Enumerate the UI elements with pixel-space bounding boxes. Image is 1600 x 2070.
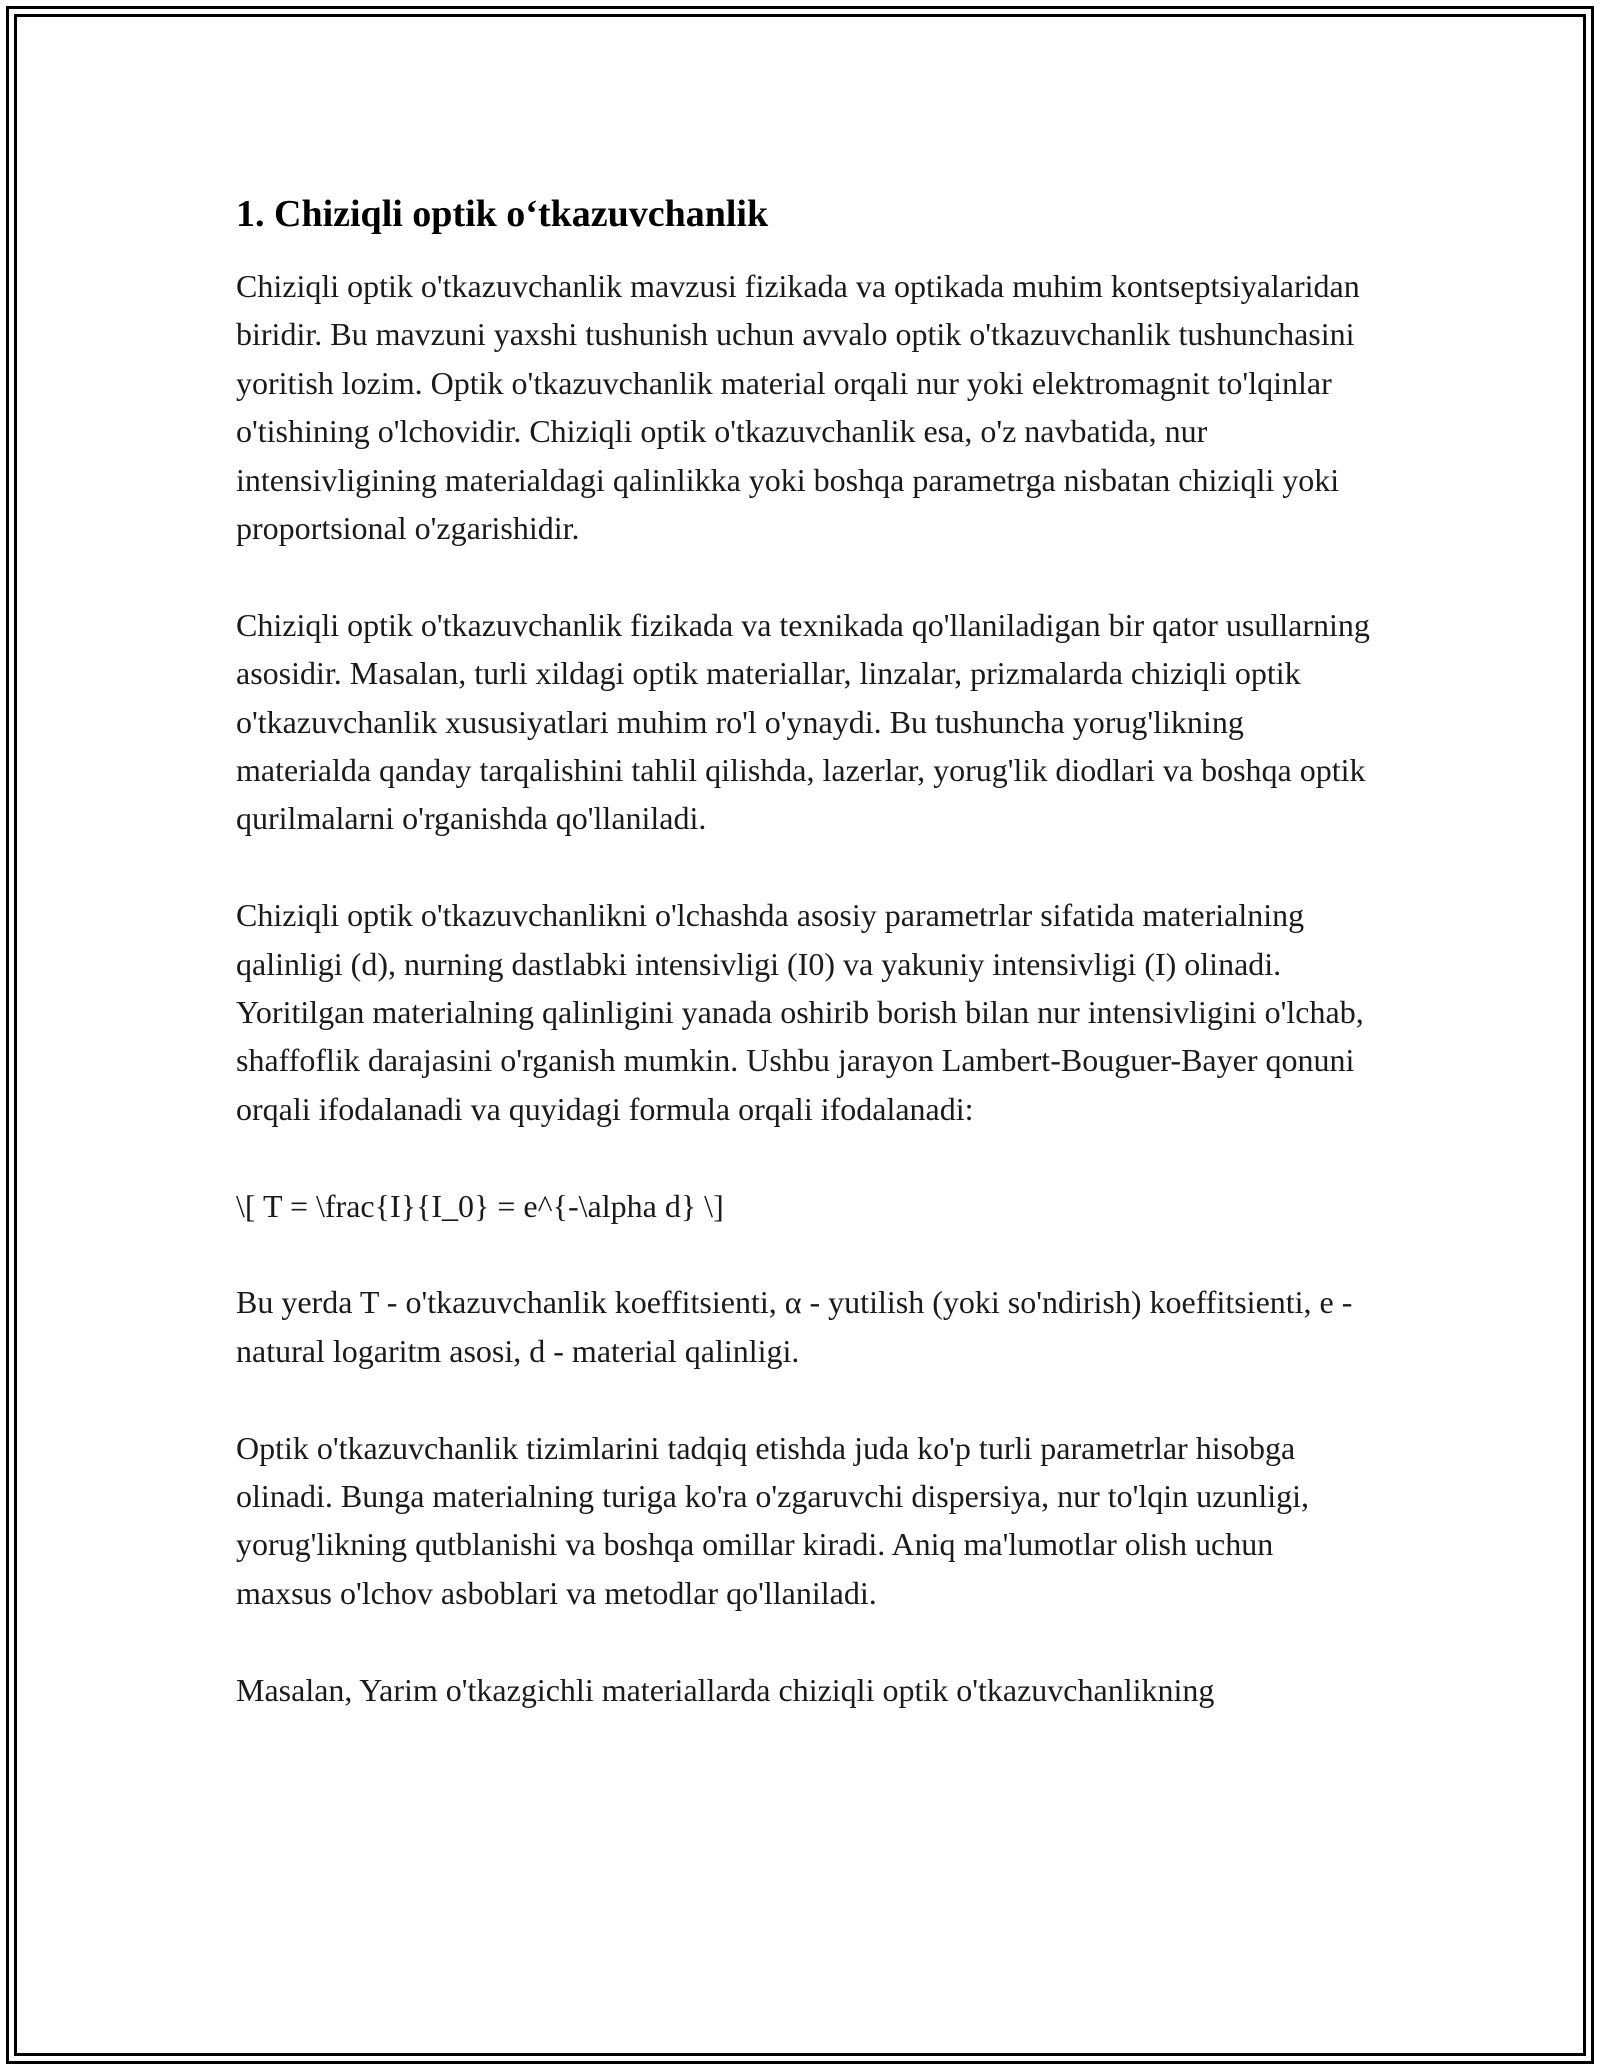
paragraph-parameters: Optik o'tkazuvchanlik tizimlarini tadqiq etishda juda ko'p turli parametrlar hisobga olinadi. Bunga materialning turiga ko'ra o'zgaruvchi dispersiya, nur to'lqin uzunligi, yorug'likning qutblanishi va boshqa omillar kiradi. Aniq ma'lumotlar olish uchun maxsus o'lchov asboblari va metodlar qo'llaniladi.: [236, 1429, 1310, 1611]
paragraph-measurement: Chiziqli optik o'tkazuvchanlikni o'lchashda asosiy parametrlar sifatida materialning qalinligi (d), nurning dastlabki intensivligi (I0) va yakuniy intensivligi (I) olinadi. Yoritilgan materialning qalinligini yanada oshirib borish bilan nur intensivligini o'lchab, shaffoflik darajasini o'rganish mumkin. Ushbu jarayon Lambert-Bouguer-Bayer qonuni orqali ifodalanadi va quyidagi formula orqali ifodalanadi:: [236, 897, 1364, 1127]
paragraph-definition: Chiziqli optik o'tkazuvchanlik mavzusi fizikada va optikada muhim kontseptsiyalaridan biridir. Bu mavzuni yaxshi tushunish uchun avvalo optik o'tkazuvchanlik tushunchasini yoritish lozim. Optik o'tkazuvchanlik material orqali nur yoki elektromagnit to'lqinlar o'tishining o'lchovidir. Chiziqli optik o'tkazuvchanlik esa, o'z navbatida, nur intensivligining materialdagi qalinlikka yoki boshqa parametrga nisbatan chiziqli yoki proportsional o'zgarishidir.: [236, 268, 1360, 547]
section-heading: 1. Chiziqli optik o‘tkazuvchanlik: [236, 193, 769, 235]
paragraph-applications: Chiziqli optik o'tkazuvchanlik fizikada va texnikada qo'llaniladigan bir qator usullarning asosidir. Masalan, turli xildagi optik materiallar, linzalar, prizmalarda chiziqli optik o'tkazuvchanlik xususiyatlari muhim ro'l o'ynaydi. Bu tushuncha yorug'likning materialda qanday tarqalishini tahlil qilishda, lazerlar, yorug'lik diodlari va boshqa optik qurilmalarni o'rganishda qo'llaniladi.: [236, 606, 1370, 837]
formula-line: \[ T = \frac{I}{I_0} = e^{-\alpha d} \]: [236, 1187, 724, 1224]
paragraph-semiconductors: Masalan, Yarim o'tkazgichli materiallarda chiziqli optik o'tkazuvchanlikning: [236, 1671, 1215, 1708]
document-body: [236, 186, 1376, 1714]
paragraph-formula-explanation: Bu yerda T - o'tkazuvchanlik koeffitsienti, α - yutilish (yoki so'ndirish) koeffitsienti, e - natural logaritm asosi, d - material qalinligi.: [236, 1284, 1353, 1369]
